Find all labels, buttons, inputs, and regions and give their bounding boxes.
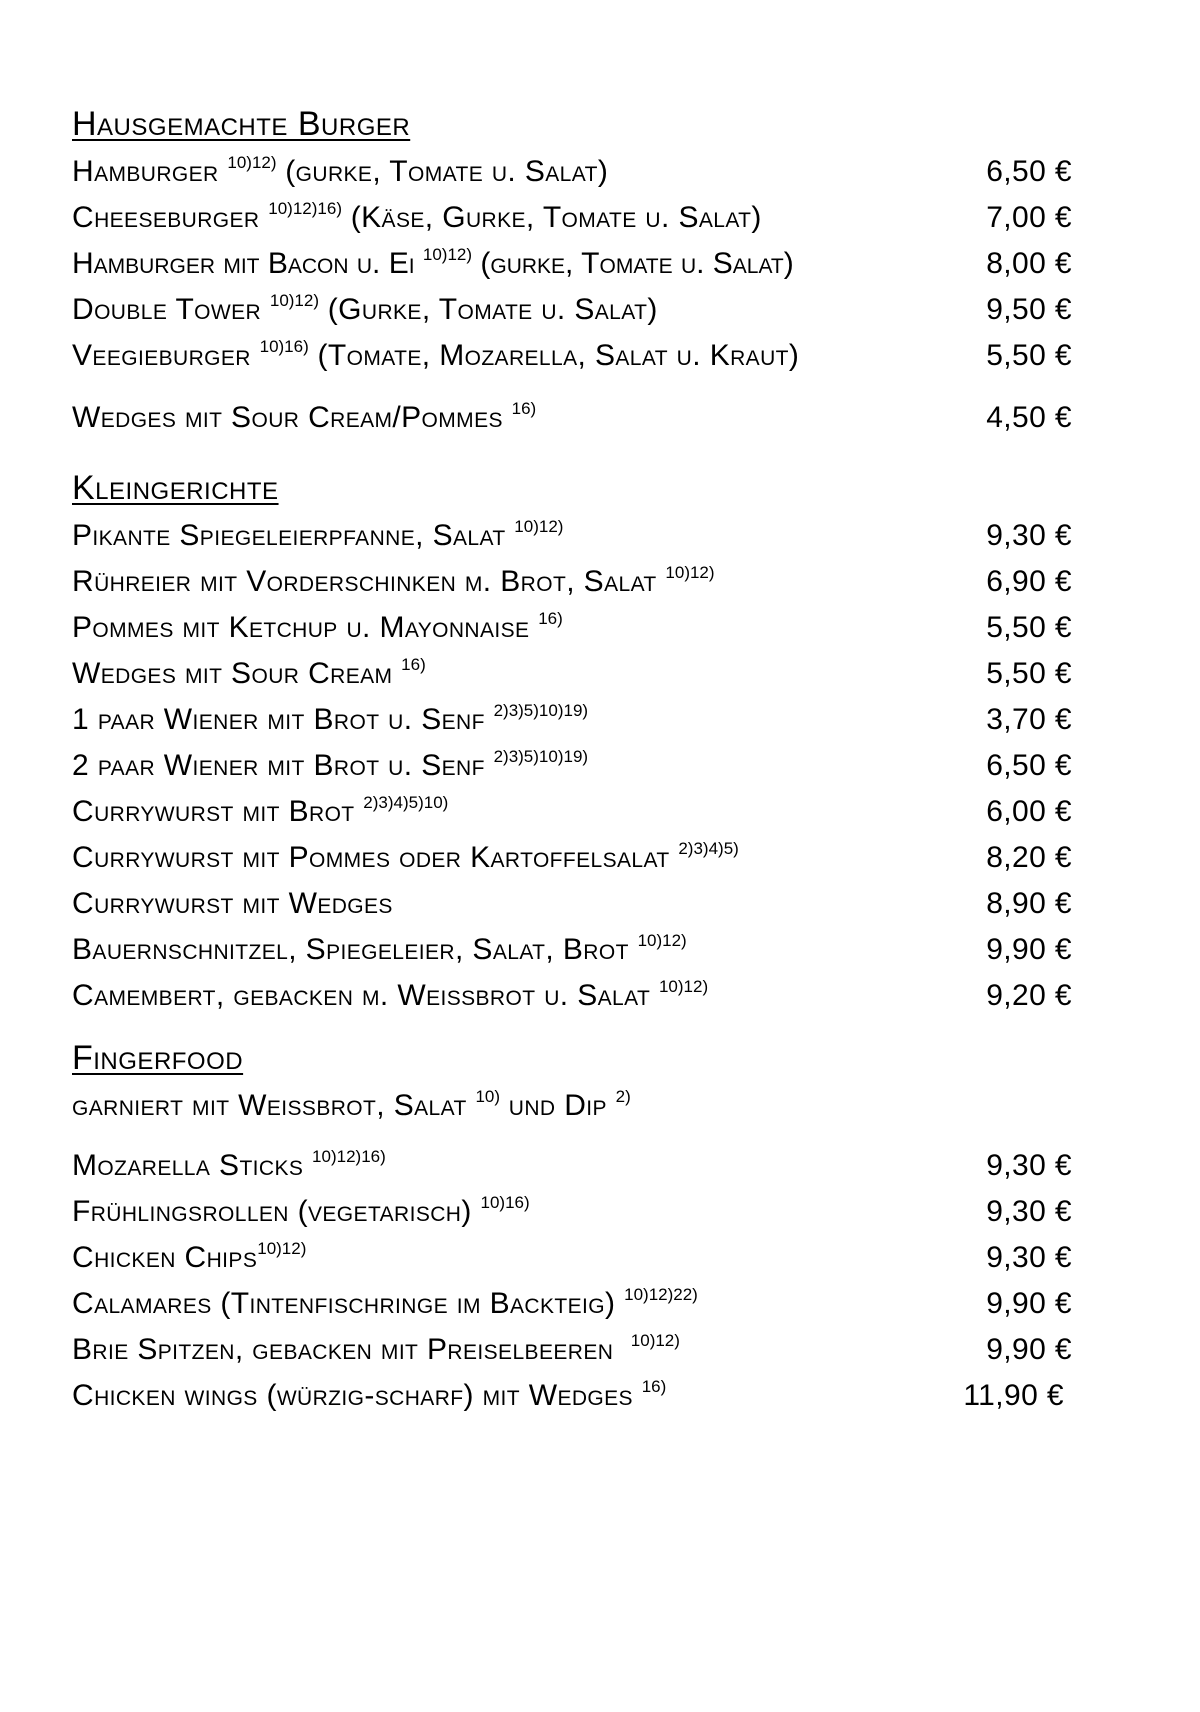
item-name: Pikante Spiegeleierpfanne, Salat <box>72 519 506 552</box>
item-name: Currywurst mit Brot <box>72 795 355 828</box>
menu-item-calamares <box>72 1282 1112 1326</box>
section-note-fingerfood <box>72 1084 631 1128</box>
allergen-codes: 10)12)16) <box>268 199 342 218</box>
item-name: Calamares (Tintenfischringe im Backteig) <box>72 1287 616 1320</box>
item-price: 9,50 € <box>986 293 1072 326</box>
menu-item-pommes-ketchup <box>72 606 1112 650</box>
item-price: 6,00 € <box>986 795 1072 828</box>
item-price: 9,20 € <box>986 979 1072 1012</box>
item-price: 6,50 € <box>986 749 1072 782</box>
item-price: 8,20 € <box>986 841 1072 874</box>
allergen-codes: 10)12)22) <box>624 1285 698 1304</box>
allergen-codes: 10)12) <box>422 245 473 264</box>
item-description: (gurke, Tomate u. Salat) <box>285 155 609 188</box>
allergen-codes: 2)3)5)10)19) <box>493 747 589 766</box>
item-price: 8,00 € <box>986 247 1072 280</box>
menu-item-hamburger-bacon <box>72 242 1112 286</box>
item-name: Hamburger mit Bacon u. Ei <box>72 247 415 280</box>
allergen-codes: 10)12) <box>630 1331 680 1350</box>
menu-item-1-paar-wiener <box>72 698 1112 742</box>
item-price: 9,90 € <box>986 933 1072 966</box>
allergen-codes: 10)12)16) <box>312 1147 386 1166</box>
allergen-codes: 2)3)4)5) <box>678 839 739 858</box>
allergen-codes: 2)3)4)5)10) <box>363 793 449 812</box>
menu-item-double-tower <box>72 288 1112 332</box>
item-name: Hamburger <box>72 155 219 188</box>
menu-item-currywurst-brot <box>72 790 1112 834</box>
menu-item-wedges-sour-cream <box>72 652 1112 696</box>
menu-item-hamburger <box>72 150 1112 194</box>
item-price: 6,50 € <box>986 155 1072 188</box>
item-price: 8,90 € <box>986 887 1072 920</box>
allergen-codes: 10)16) <box>480 1193 530 1212</box>
allergen-codes: 16) <box>538 609 563 628</box>
menu-item-spiegeleierpfanne <box>72 514 1112 558</box>
item-price: 3,70 € <box>986 703 1072 736</box>
item-name: Currywurst mit Wedges <box>72 887 393 920</box>
item-price: 4,50 € <box>986 401 1072 434</box>
menu-item-currywurst-pommes <box>72 836 1112 880</box>
menu-item-cheeseburger <box>72 196 1112 240</box>
menu-item-bauernschnitzel <box>72 928 1112 972</box>
item-price: 5,50 € <box>986 339 1072 372</box>
menu-item-chicken-wings <box>72 1374 1112 1418</box>
item-name: Veegieburger <box>72 339 251 372</box>
menu-page <box>72 0 1112 1712</box>
item-name: Currywurst mit Pommes oder Kartoffelsalat <box>72 841 670 874</box>
item-price: 9,90 € <box>986 1333 1072 1366</box>
allergen-codes: 10)16) <box>259 337 309 356</box>
note-text: und Dip <box>508 1089 607 1122</box>
item-price: 9,90 € <box>986 1287 1072 1320</box>
note-text: garniert mit Weissbrot, Salat <box>72 1089 467 1122</box>
item-name: Wedges mit Sour Cream/Pommes <box>72 401 503 434</box>
item-name: Chicken wings (würzig-scharf) mit Wedges <box>72 1379 633 1412</box>
allergen-codes: 10)12) <box>269 291 319 310</box>
menu-item-wedges-pommes <box>72 396 1112 440</box>
item-price: 9,30 € <box>986 1149 1072 1182</box>
allergen-codes: 10)12) <box>658 977 709 996</box>
menu-item-currywurst-wedges <box>72 882 1112 926</box>
item-price: 9,30 € <box>986 1241 1072 1274</box>
item-description: (Gurke, Tomate u. Salat) <box>327 293 658 326</box>
menu-item-mozarella-sticks <box>72 1144 1112 1188</box>
section-title-kleingerichte: Kleingerichte <box>72 469 279 507</box>
item-name: Mozarella Sticks <box>72 1149 304 1182</box>
item-name: Double Tower <box>72 293 262 326</box>
item-description: (Tomate, Mozarella, Salat u. Kraut) <box>317 339 800 372</box>
item-price: 7,00 € <box>986 201 1072 234</box>
allergen-codes: 2) <box>615 1087 631 1106</box>
item-name: Chicken Chips <box>72 1241 258 1274</box>
item-name: Rühreier mit Vorderschinken m. Brot, Salat <box>72 565 657 598</box>
allergen-codes: 10)12) <box>665 563 715 582</box>
allergen-codes: 10)12) <box>257 1239 307 1258</box>
menu-item-veegieburger <box>72 334 1112 378</box>
item-price: 5,50 € <box>986 657 1072 690</box>
item-price: 9,30 € <box>986 519 1072 552</box>
allergen-codes: 16) <box>401 655 426 674</box>
item-name: Pommes mit Ketchup u. Mayonnaise <box>72 611 530 644</box>
allergen-codes: 16) <box>641 1377 667 1396</box>
menu-item-camembert <box>72 974 1112 1018</box>
section-title-burger: Hausgemachte Burger <box>72 105 411 143</box>
item-price: 5,50 € <box>986 611 1072 644</box>
item-description: (Käse, Gurke, Tomate u. Salat) <box>350 201 762 234</box>
menu-item-fruehlingsrollen <box>72 1190 1112 1234</box>
item-name: Bauernschnitzel, Spiegeleier, Salat, Brot <box>72 933 629 966</box>
allergen-codes: 10)12) <box>227 153 277 172</box>
item-name: Camembert, gebacken m. Weissbrot u. Salat <box>72 979 651 1012</box>
item-name: 1 paar Wiener mit Brot u. Senf <box>72 703 485 736</box>
allergen-codes: 10) <box>475 1087 501 1106</box>
menu-item-ruehreier <box>72 560 1112 604</box>
item-name: Brie Spitzen, gebacken mit Preiselbeeren <box>72 1333 614 1366</box>
item-name: 2 paar Wiener mit Brot u. Senf <box>72 749 485 782</box>
item-price: 11,90 € <box>963 1379 1064 1412</box>
menu-item-brie-spitzen <box>72 1328 1112 1372</box>
menu-item-chicken-chips <box>72 1236 1112 1280</box>
item-name: Frühlingsrollen (vegetarisch) <box>72 1195 472 1228</box>
item-price: 6,90 € <box>986 565 1072 598</box>
item-name: Cheeseburger <box>72 201 260 234</box>
item-name: Wedges mit Sour Cream <box>72 657 393 690</box>
allergen-codes: 16) <box>511 399 537 418</box>
allergen-codes: 2)3)5)10)19) <box>493 701 589 720</box>
menu-item-2-paar-wiener <box>72 744 1112 788</box>
section-title-fingerfood: Fingerfood <box>72 1039 244 1077</box>
allergen-codes: 10)12) <box>514 517 564 536</box>
item-description: (gurke, Tomate u. Salat) <box>480 247 794 280</box>
item-price: 9,30 € <box>986 1195 1072 1228</box>
allergen-codes: 10)12) <box>637 931 687 950</box>
